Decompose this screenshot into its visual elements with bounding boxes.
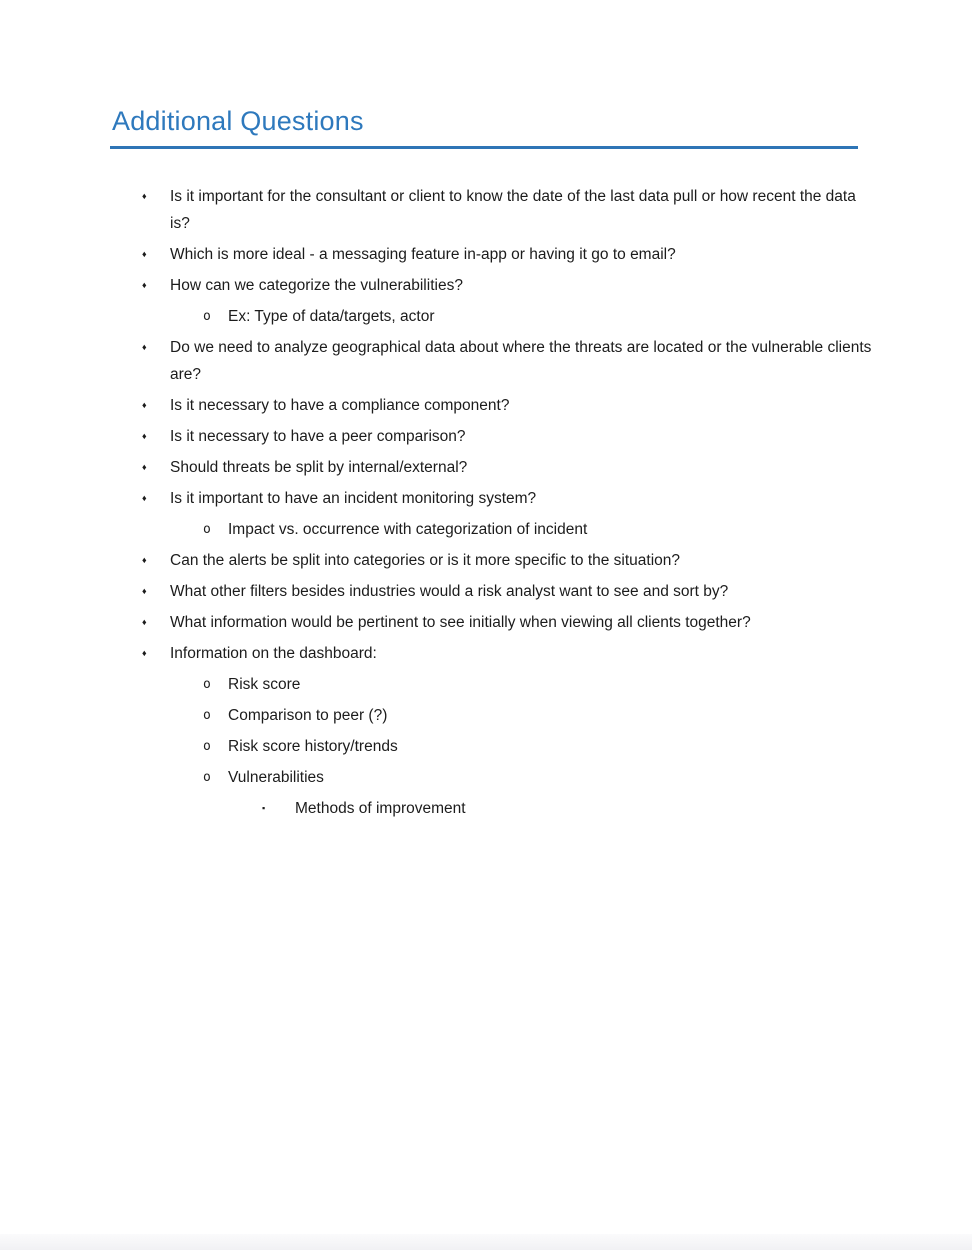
list-item-text: Risk score history/trends xyxy=(228,738,398,755)
bullet-icon: ♦ xyxy=(142,586,147,596)
list-item-text: Can the alerts be split into categories or is it more specific to the situation? xyxy=(170,552,681,569)
list-item xyxy=(0,640,872,667)
list-item xyxy=(0,609,872,636)
list-item xyxy=(0,272,872,299)
question-list xyxy=(0,183,872,826)
bullet-icon: ♦ xyxy=(142,648,147,658)
bullet-icon: ♦ xyxy=(142,342,147,352)
document-title: Additional Questions xyxy=(112,106,364,136)
list-item-text: Is it important for the consultant or client to know the date of the last data pull or how recent the data is? xyxy=(170,188,856,232)
list-item xyxy=(0,454,872,481)
bullet-icon: ♦ xyxy=(142,191,147,201)
bullet-icon: o xyxy=(203,708,211,723)
list-item xyxy=(0,578,872,605)
list-item-text: How can we categorize the vulnerabilities? xyxy=(170,277,463,294)
list-item-text: Should threats be split by internal/external? xyxy=(170,459,468,476)
list-item-text: Risk score xyxy=(228,676,301,693)
list-item-text: Do we need to analyze geographical data about where the threats are located or the vulnerable clients are? xyxy=(170,339,872,383)
bullet-icon: ♦ xyxy=(142,431,147,441)
list-item-text: Information on the dashboard: xyxy=(170,645,377,662)
list-item-text: Is it necessary to have a compliance component? xyxy=(170,397,510,414)
bullet-icon: ♦ xyxy=(142,400,147,410)
list-item xyxy=(0,334,872,388)
bullet-icon: ♦ xyxy=(142,617,147,627)
list-item-text: What other filters besides industries would a risk analyst want to see and sort by? xyxy=(170,583,729,600)
list-item-text: Is it necessary to have a peer comparison? xyxy=(170,428,466,445)
list-item xyxy=(0,303,872,330)
list-item xyxy=(0,423,872,450)
list-item-text: Ex: Type of data/targets, actor xyxy=(228,308,435,325)
bullet-icon: ▪ xyxy=(262,803,266,813)
bullet-icon: o xyxy=(203,309,211,324)
list-item-text: What information would be pertinent to see initially when viewing all clients together? xyxy=(170,614,751,631)
page-bottom-edge xyxy=(0,1234,972,1250)
list-item xyxy=(0,241,872,268)
bullet-icon: o xyxy=(203,739,211,754)
list-item xyxy=(0,702,872,729)
list-item xyxy=(0,485,872,512)
bullet-icon: ♦ xyxy=(142,555,147,565)
list-item xyxy=(0,764,872,791)
list-item xyxy=(0,183,872,237)
bullet-icon: ♦ xyxy=(142,462,147,472)
list-item xyxy=(0,733,872,760)
list-item xyxy=(0,392,872,419)
bullet-icon: ♦ xyxy=(142,280,147,290)
bullet-icon: o xyxy=(203,677,211,692)
list-item-text: Methods of improvement xyxy=(295,800,466,817)
list-item xyxy=(0,547,872,574)
bullet-icon: o xyxy=(203,522,211,537)
list-item-text: Impact vs. occurrence with categorization of incident xyxy=(228,521,588,538)
list-item-text: Comparison to peer (?) xyxy=(228,707,388,724)
bullet-icon: ♦ xyxy=(142,493,147,503)
list-item-text: Is it important to have an incident monitoring system? xyxy=(170,490,537,507)
list-item xyxy=(0,671,872,698)
list-item xyxy=(0,795,872,822)
bullet-icon: o xyxy=(203,770,211,785)
bullet-icon: ♦ xyxy=(142,249,147,259)
title-underline-rule xyxy=(110,146,858,149)
list-item-text: Which is more ideal - a messaging feature in-app or having it go to email? xyxy=(170,246,676,263)
list-item-text: Vulnerabilities xyxy=(228,769,324,786)
list-item xyxy=(0,516,872,543)
